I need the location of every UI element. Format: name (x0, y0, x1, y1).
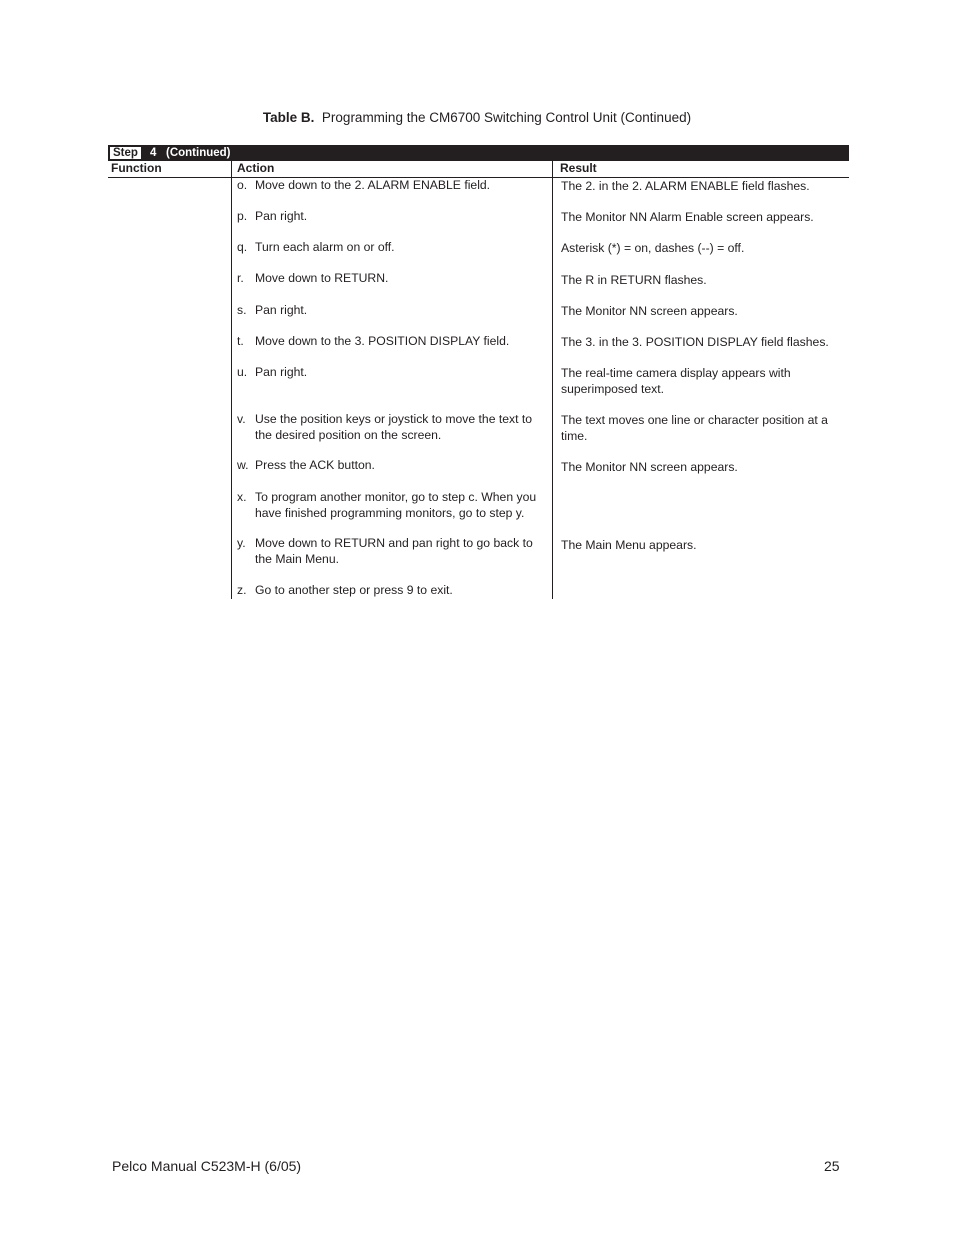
header-action: Action (237, 161, 275, 175)
action-cell: q. Turn each alarm on or off. (237, 240, 395, 254)
result-cell: The Monitor NN screen appears. (561, 460, 738, 474)
step-label: Step (109, 146, 142, 160)
step-continued: (Continued) (166, 147, 231, 159)
header-function: Function (111, 161, 162, 175)
action-cell: o. Move down to the 2. ALARM ENABLE field. (237, 178, 491, 192)
result-cell: The Monitor NN screen appears. (561, 304, 738, 318)
page-number: 25 (824, 1158, 840, 1174)
step-bar (108, 145, 849, 161)
result-cell: Asterisk (*) = on, dashes (--) = off. (561, 241, 745, 255)
column-divider-function (231, 161, 232, 599)
result-cell: The text moves one line or character position at a time. (561, 413, 828, 443)
result-cell: The Monitor NN Alarm Enable screen appears. (561, 210, 814, 224)
action-cell: s. Pan right. (237, 303, 308, 317)
footer-manual: Pelco Manual C523M-H (6/05) (112, 1158, 302, 1174)
table-title: Programming the CM6700 Switching Control Unit (Continued) (321, 110, 692, 125)
result-cell: The Main Menu appears. (561, 538, 697, 552)
table-caption (0, 110, 954, 125)
action-cell: p. Pan right. (237, 209, 308, 223)
result-cell: The R in RETURN flashes. (561, 273, 707, 287)
action-cell: u. Pan right. (237, 365, 308, 379)
action-cell: t. Move down to the 3. POSITION DISPLAY field. (237, 334, 510, 348)
column-divider-action (552, 161, 553, 599)
table-label: Table B. (262, 110, 315, 125)
result-cell: The real-time camera display appears with superimposed text. (561, 366, 791, 396)
result-cell: The 3. in the 3. POSITION DISPLAY field flashes. (561, 335, 829, 349)
action-cell: r. Move down to RETURN. (237, 271, 389, 285)
action-cell: y. Move down to RETURN and pan right to go back to the Main Menu. (237, 536, 533, 566)
result-cell: The 2. in the 2. ALARM ENABLE field flashes. (561, 179, 810, 193)
action-cell: x. To program another monitor, go to step c. When you have finished programming monitors, go to step y. (237, 490, 537, 520)
step-number: 4 (150, 147, 157, 159)
header-result: Result (560, 161, 597, 175)
action-cell: z. Go to another step or press 9 to exit. (237, 583, 453, 597)
action-cell: w. Press the ACK button. (237, 458, 375, 472)
action-cell: v. Use the position keys or joystick to move the text to the desired position on the screen. (237, 412, 533, 442)
